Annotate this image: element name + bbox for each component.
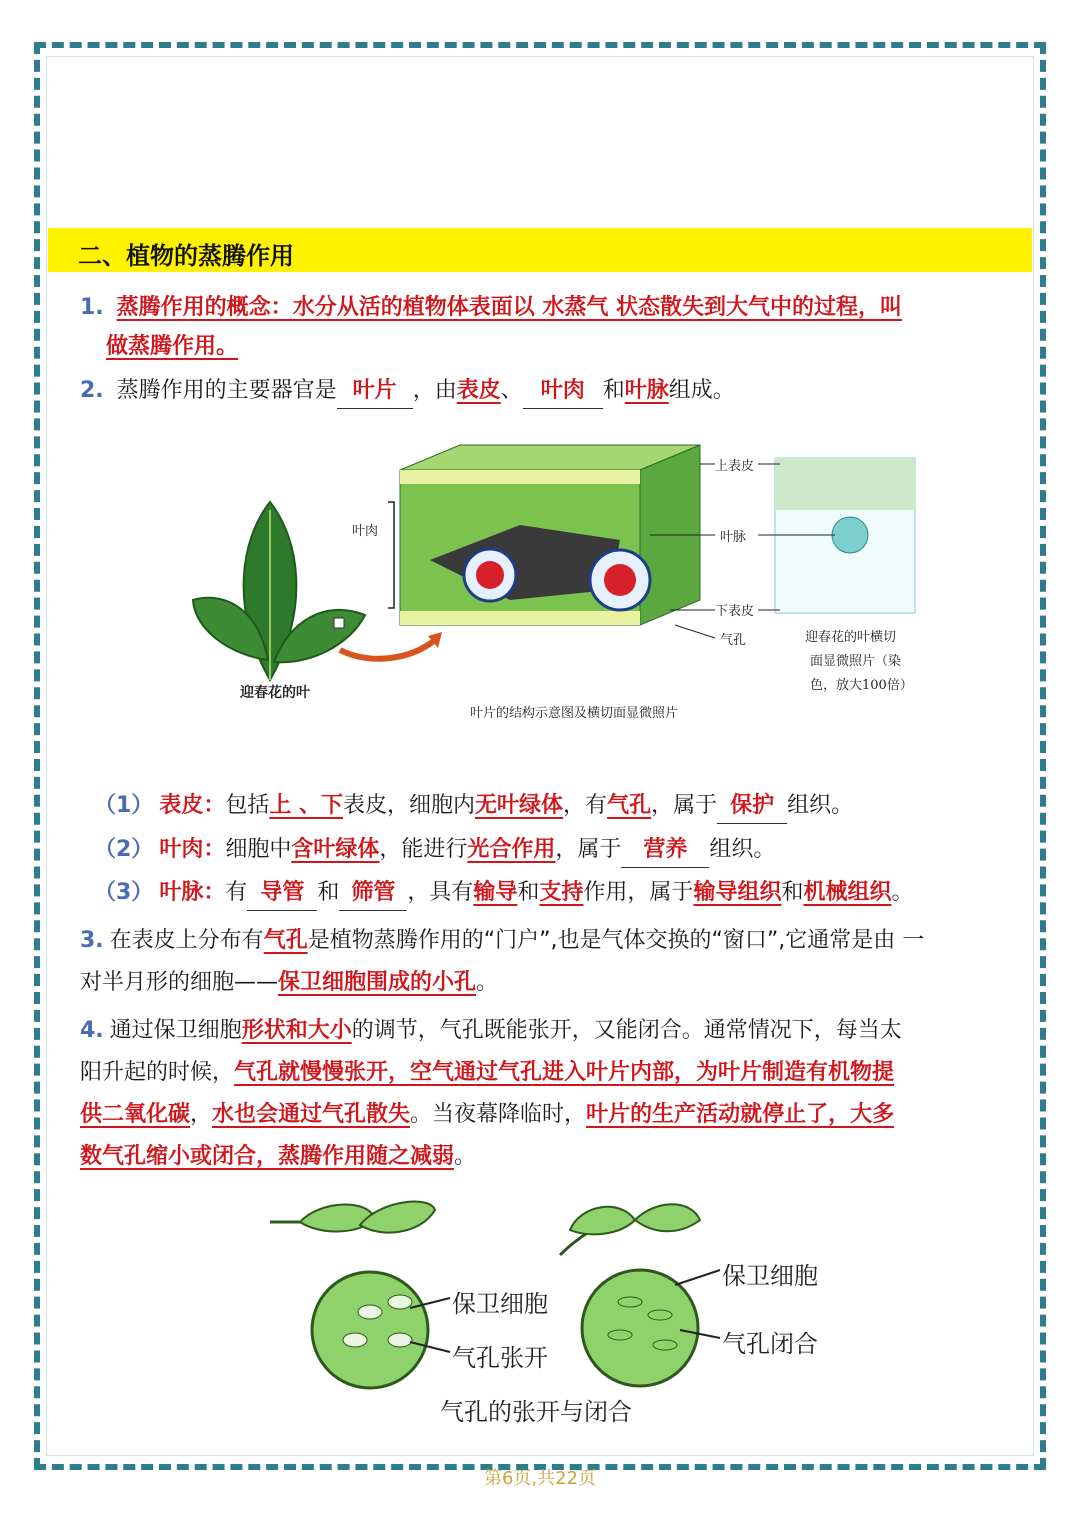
sub-item-2 (94, 830, 1014, 870)
sub-item-label: 表皮： (159, 793, 226, 818)
paragraph-2 (80, 371, 1000, 411)
text: 蒸腾作用的主要器官是 (116, 378, 337, 403)
micro-caption-3: 色，放大100倍） (810, 678, 913, 693)
answer: 叶脉 (624, 378, 669, 403)
arrow-icon (340, 640, 435, 659)
label-guard-cell-right: 保卫细胞 (722, 1262, 818, 1290)
paragraph-1 (80, 288, 1000, 328)
answer: 上 、下 (269, 793, 344, 818)
text: 对半月形的细胞—— (80, 970, 279, 995)
answer: 供二氧化碳 (80, 1102, 191, 1127)
leaf-open-illustration (270, 1202, 435, 1233)
paragraph-3 (80, 920, 1020, 1004)
page-number: 第6页,共22页 (483, 1468, 597, 1489)
sub-item-label: 叶脉： (159, 880, 226, 905)
leaf-closed-illustration (560, 1204, 700, 1255)
sub-item-label: 叶肉： (159, 837, 226, 862)
figure-caption: 气孔的张开与闭合 (440, 1398, 632, 1426)
text: 组织。 (787, 793, 854, 818)
text: ，属于 (651, 793, 718, 818)
answer-blank: 叶片 (337, 374, 413, 409)
text: 。 (476, 970, 499, 995)
answer: 机械组织 (803, 880, 892, 905)
label-guard-cell-left: 保卫细胞 (452, 1290, 548, 1318)
text: 是植物蒸腾作用的“门户”,也是气体交换的“窗口”,它通常是由 一 (307, 928, 925, 953)
answer: 输导 (473, 880, 518, 905)
label-stomata-closed: 气孔闭合 (722, 1330, 818, 1358)
text: 表皮，细胞内 (343, 793, 476, 818)
answer: 气孔就慢慢张开，空气通过气孔进入叶片内部，为叶片制造有机物提 (234, 1060, 895, 1085)
answer: 输导组织 (693, 880, 782, 905)
answer-blank: 保护 (717, 789, 787, 824)
label-xiabiaopi: 下表皮 (715, 604, 755, 619)
stomata-open-circle (312, 1272, 428, 1388)
text: ，具有 (407, 880, 474, 905)
answer-blank: 导管 (247, 876, 317, 911)
item-number: 4. (80, 1018, 104, 1043)
sub-item-3 (94, 873, 1024, 913)
text: 细胞中 (225, 837, 292, 862)
text: 、 (500, 378, 523, 403)
concept-text-line2: 做蒸腾作用。 (106, 334, 239, 359)
leaf-illustration (193, 502, 365, 680)
paragraph-4 (80, 1010, 1020, 1178)
text: 阳升起的时候， (80, 1060, 235, 1085)
answer-blank: 叶肉 (523, 374, 603, 409)
answer-blank: 营养 (621, 833, 709, 868)
section-title: 二、植物的蒸腾作用 (78, 242, 294, 270)
text: ，有 (563, 793, 608, 818)
text: 在表皮上分布有 (109, 928, 264, 953)
item-number: 1. (80, 295, 104, 320)
answer: 气孔 (607, 793, 652, 818)
stomata-figure (260, 1190, 860, 1430)
answer: 数气孔缩小或闭合，蒸腾作用随之减弱 (80, 1144, 455, 1169)
text: ，属于 (555, 837, 622, 862)
label-stomata-open: 气孔张开 (452, 1344, 548, 1372)
text: 。 (454, 1144, 477, 1169)
item-number: 2. (80, 378, 104, 403)
answer: 无叶绿体 (475, 793, 564, 818)
answer: 水也会通过气孔散失 (212, 1102, 411, 1127)
micro-caption-1: 迎春花的叶横切 (805, 630, 897, 645)
answer: 形状和大小 (241, 1018, 352, 1043)
item-number: 3. (80, 928, 104, 953)
figure-caption: 叶片的结构示意图及横切面显微照片 (470, 706, 679, 721)
label-shangbiaopi: 上表皮 (715, 459, 755, 474)
text: ， (190, 1102, 213, 1127)
micro-caption-2: 面显微照片（染 (810, 654, 902, 669)
text: 和 (317, 880, 340, 905)
answer: 支持 (539, 880, 584, 905)
answer: 保卫细胞围成的小孔 (278, 970, 477, 995)
answer: 表皮 (456, 378, 501, 403)
leaf-structure-figure (190, 440, 930, 730)
text: 通过保卫细胞 (109, 1018, 242, 1043)
sub-item-1 (94, 786, 1014, 826)
text: 组成。 (668, 378, 735, 403)
answer: 含叶绿体 (291, 837, 380, 862)
label-yerou: 叶肉 (352, 524, 379, 539)
text: 。当夜幕降临时， (410, 1102, 587, 1127)
text: 和 (517, 880, 540, 905)
section-banner (48, 228, 1032, 272)
stomata-closed-circle (582, 1270, 698, 1386)
paragraph-1-cont (106, 327, 1006, 367)
text: 的调节，气孔既能张开，又能闭合。通常情况下，每当太 (351, 1018, 902, 1043)
label-yemai: 叶脉 (720, 530, 747, 545)
text: 有 (225, 880, 248, 905)
text: 。 (891, 880, 914, 905)
sub-item-index: （1） (94, 793, 154, 818)
answer: 叶片的生产活动就停止了，大多 (586, 1102, 895, 1127)
sub-item-index: （3） (94, 880, 154, 905)
leaf-label: 迎春花的叶 (240, 685, 310, 701)
text: 和 (781, 880, 804, 905)
answer-blank: 筛管 (339, 876, 407, 911)
text: ，能进行 (379, 837, 468, 862)
label-qikong: 气孔 (720, 633, 747, 648)
sub-item-index: （2） (94, 837, 154, 862)
text: 包括 (225, 793, 270, 818)
text: 组织。 (709, 837, 776, 862)
answer: 气孔 (263, 928, 308, 953)
text: 和 (602, 378, 625, 403)
text: ，由 (412, 378, 457, 403)
text: 作用，属于 (583, 880, 694, 905)
answer: 光合作用 (467, 837, 556, 862)
concept-text-line1: 水分从活的植物体表面以 水蒸气 状态散失到大气中的过程，叫 (292, 295, 903, 320)
concept-label: 蒸腾作用的概念： (116, 295, 293, 320)
